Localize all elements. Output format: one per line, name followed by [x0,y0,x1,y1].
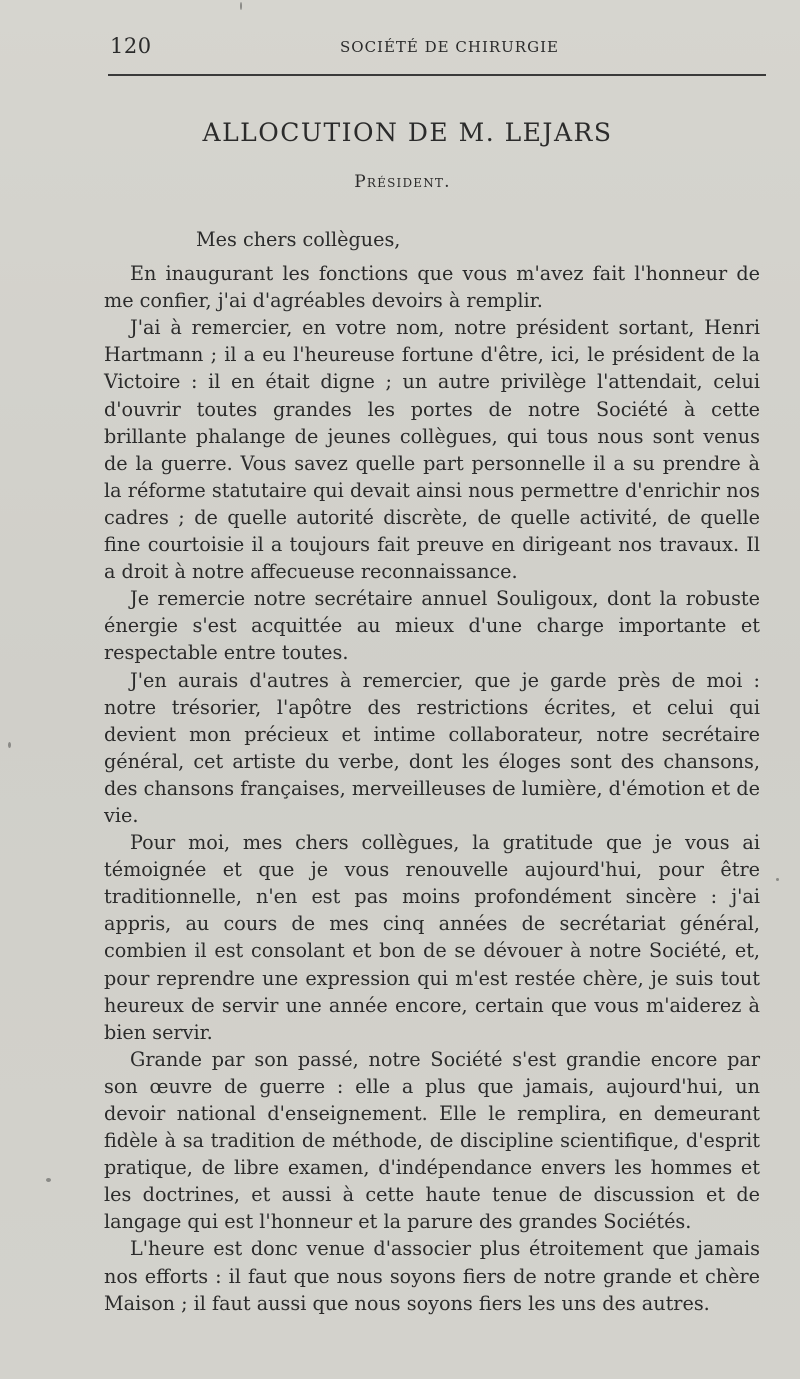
scan-speck [46,1178,51,1182]
paragraph-5: Pour moi, mes chers collègues, la gratitude que je vous ai témoignée et que je vous renouvelle aujourd'hui, pour être traditionnelle, n'en est pas moins profondément sincère : j'ai appris, au cours de mes cinq années de secrétariat général, combien il est consolant et bon de se dévouer à notre Société, et, pour reprendre une expression qui m'est restée chère, je suis tout heureux de servir une année encore, certain que vous m'aiderez à bien servir. [104,831,760,1044]
paragraph-2: J'ai à remercier, en votre nom, notre président sortant, Henri Hartmann ; il a eu l'heureuse fortune d'être, ici, le président de la Victoire : il en était digne ; un autre privilège l'attendait, celui d'ouvrir toutes grandes les portes de notre Société à cette brillante phalange de jeunes collègues, qui tous nous sont venus de la guerre. Vous savez quelle part personnelle il a su prendre à la réforme statutaire qui devait ainsi nous permettre d'enrichir nos cadres ; de quelle autorité discrète, de quelle activité, de quelle fine courtoisie il a toujours fait preuve en dirigeant nos travaux. Il a droit à notre affecueuse reconnaissance. [104,316,760,584]
scan-speck [776,878,779,881]
paragraph-3: Je remercie notre secrétaire annuel Souligoux, dont la robuste énergie s'est acquittée au mieux d'une charge importante et respectable entre toutes. [104,587,760,665]
section-subtitle: Président. [354,172,451,192]
paragraph-4: J'en aurais d'autres à remercier, que je garde près de moi : notre trésorier, l'apôtre des restrictions écrites, et celui qui devient mon précieux et intime collaborateur, notre secrétaire général, cet artiste du verbe, dont les éloges sont des chansons, des chansons françaises, merveilleuses de lumière, d'émotion et de vie. [104,668,760,827]
page-header [0,30,800,64]
scan-speck [240,2,242,10]
section-title: ALLOCUTION DE M. LEJARS [202,118,613,147]
paragraph-6: Grande par son passé, notre Société s'est grandie encore par son œuvre de guerre : elle a plus que jamais, aujourd'hui, un devoir national d'enseignement. Elle le remplira, en demeurant fidèle à sa tradition de méthode, de discipline scientifique, d'esprit pratique, de libre examen, d'indépendance envers les hommes et les doctrines, et aussi à cette haute tenue de discussion et de langage qui est l'honneur et la parure des grandes Sociétés. [104,1047,760,1234]
paragraph-7: L'heure est donc venue d'associer plus étroitement que jamais nos efforts : il faut que nous soyons fiers de notre grande et chère Maison ; il faut aussi que nous soyons fiers les uns des autres. [104,1237,760,1315]
header-rule [108,74,766,76]
salutation: Mes chers collègues, [196,228,401,251]
page-number: 120 [110,34,152,58]
body-text [104,226,760,1317]
paragraph-1: En inaugurant les fonctions que vous m'avez fait l'honneur de me confier, j'ai d'agréables devoirs à remplir. [104,262,760,313]
scan-speck [8,742,11,748]
running-head: SOCIÉTÉ DE CHIRURGIE [340,38,559,56]
